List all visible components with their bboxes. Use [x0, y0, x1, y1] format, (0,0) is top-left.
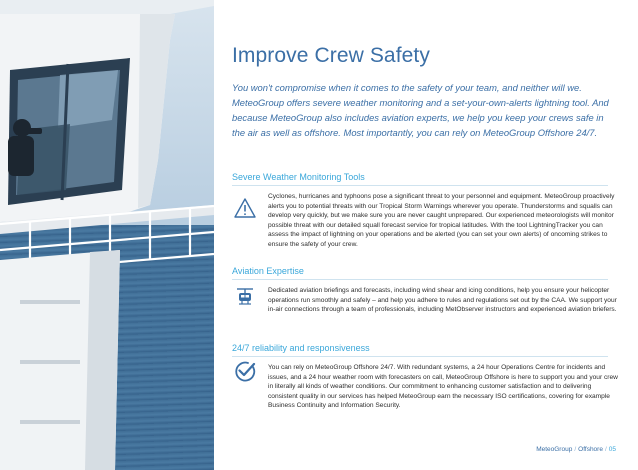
section-divider: [232, 356, 608, 357]
warning-triangle-icon: [233, 197, 257, 219]
section-text-aviation: Dedicated aviation briefings and forecasts, including wind shear and icing conditions, help you ensure your helicopter operations run smoothly and safely – and help you adhere to rules and regulations set out by the CAA. We support your in-air connections through a team of professionals, including MetObserver instructors and experienced aviation briefers.: [268, 287, 617, 314]
section-heading-reliability: 24/7 reliability and responsiveness: [232, 343, 370, 353]
ship-bridge-illustration: [0, 0, 214, 470]
page-footer: MeteoGroup / Offshore / 05: [536, 446, 616, 453]
footer-brand: MeteoGroup: [536, 446, 573, 453]
page-number: 05: [608, 446, 616, 453]
footer-section: Offshore: [578, 446, 603, 453]
section-text-severe-weather: Cyclones, hurricanes and typhoons pose a significant threat to your personnel and equipment. MeteoGroup proactively alerts you to potential threats with our Tropical Storm Warnings wherever you operate. Thunderstorms and squalls can develop very quickly, but we make sure you are never caught unprepared. Our experienced meteorologists will monitor possible threat with our detailed squall forecast service for tropical latitudes. With the tool LightningTracker you can assess the impact of lightning on your operations and be alerted (you can set your own alerts) of oncoming strikes to ensure the safety of your crew.: [268, 193, 615, 248]
page-title: Improve Crew Safety: [232, 44, 430, 67]
helicopter-icon: [233, 285, 257, 307]
section-divider: [232, 279, 608, 280]
section-heading-severe-weather: Severe Weather Monitoring Tools: [232, 172, 365, 182]
intro-paragraph: You won't compromise when it comes to the safety of your team, and neither will we. MeteoGroup offers severe weather monitoring and a set-your-own-alerts lightning tool. And because MeteoGroup also includes aviation experts, we help you keep your crews safe in the air as well as offshore. Most importantly, you can rely on MeteoGroup Offshore 24/7.: [232, 82, 609, 138]
section-heading-aviation: Aviation Expertise: [232, 266, 304, 276]
section-divider: [232, 185, 608, 186]
offshore-vessel-photo: [0, 0, 214, 470]
section-text-reliability: You can rely on MeteoGroup Offshore 24/7. With redundant systems, a 24 hour Operations Centre for incidents and issues, and a 24 hour weather room with forecasters on call, MeteoGroup Offshore is here to support you and your crew in literally all kinds of weather conditions. Our commitment to enhancing customer satisfaction and to delivering consistent quality in our services has helped MeteoGroup earn the necessary ISO certifications, covering for example Business Continuity and Information Security.: [268, 364, 618, 410]
checkmark-circle-icon: [233, 360, 257, 382]
